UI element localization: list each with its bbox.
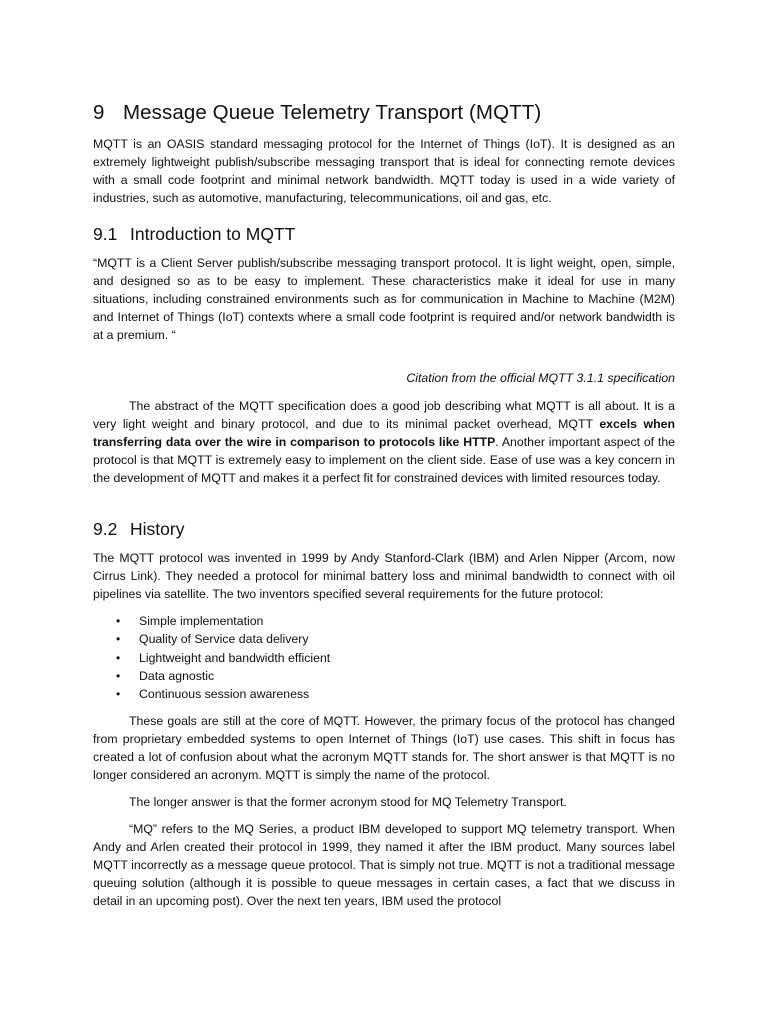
section-9-paragraph: MQTT is an OASIS standard messaging protocol for the Internet of Things (IoT). It is designed as an extremely lightweight publish/subscribe messaging transport that is ideal for connecting remote devices with a small code footprint and minimal network bandwidth. MQTT today is used in a wide variety of industries, such as automotive, manufacturing, telecommunications, oil and gas, etc. (93, 137, 675, 206)
section-9-heading (93, 101, 541, 125)
section-9-1-number: 9.1 (93, 224, 118, 244)
abstract-text-after: . Another important aspect of the protocol is that MQTT is extremely easy to implement on the client side. Ease of use was a key concern in the development of MQTT and makes it a perfect fit for constrained devices with limited resources today. (93, 435, 675, 486)
mq-paragraph: “MQ” refers to the MQ Series, a product IBM developed to support MQ telemetry transport. When Andy and Arlen created their protocol in 1999, they named it after the IBM product. Many sources label MQTT incorrectly as a message queue protocol. That is simply not true. MQTT is not a traditional message queuing solution (although it is possible to queue messages in certain cases, a fact that we discuss in detail in an upcoming post). Over the next ten years, IBM used the protocol (93, 822, 675, 909)
abstract-bold-text: excels when transferring data over the wire in comparison to protocols like HTTP (93, 417, 675, 450)
history-intro-paragraph: The MQTT protocol was invented in 1999 by Andy Stanford-Clark (IBM) and Arlen Nipper (Arcom, now Cirrus Link). They needed a protocol for minimal battery loss and minimal bandwidth to connect with oil pipelines via satellite. The two inventors specified several requirements for the future protocol: (93, 551, 675, 602)
requirements-list (93, 612, 675, 703)
list-item-text: Data agnostic (139, 668, 215, 683)
bullet-icon: • (116, 668, 121, 683)
list-item-text: Lightweight and bandwidth efficient (139, 650, 331, 665)
longer-answer-paragraph: The longer answer is that the former acronym stood for MQ Telemetry Transport. (129, 795, 567, 809)
list-item-text: Continuous session awareness (139, 687, 310, 702)
section-9-number: 9 (93, 101, 105, 124)
list-item (93, 630, 675, 648)
list-item (93, 685, 675, 703)
section-9-2-heading (93, 519, 675, 540)
section-9-1-heading (93, 224, 675, 245)
bullet-icon: • (116, 650, 121, 665)
bullet-icon: • (116, 632, 121, 647)
goals-paragraph: These goals are still at the core of MQTT. However, the primary focus of the protocol has changed from proprietary embedded systems to open Internet of Things (IoT) use cases. This shift in focus has created a lot of confusion about what the acronym MQTT stands for. The short answer is that MQTT is no longer considered an acronym. MQTT is simply the name of the protocol. (93, 714, 675, 783)
abstract-text-before: The abstract of the MQTT specification does a good job describing what MQTT is all about. It is a very light weight and binary protocol, and due to its minimal packet overhead, MQTT (93, 399, 675, 432)
section-9-title: Message Queue Telemetry Transport (MQTT) (123, 101, 542, 124)
section-9-2-number: 9.2 (93, 519, 118, 539)
section-9-1-title: Introduction to MQTT (130, 224, 296, 244)
list-item (93, 649, 675, 667)
list-item-text: Quality of Service data delivery (139, 632, 309, 647)
bullet-icon: • (116, 687, 121, 702)
list-item (93, 667, 675, 685)
section-9-2-title: History (130, 519, 185, 539)
citation-line: Citation from the official MQTT 3.1.1 specification (406, 371, 675, 385)
spec-quote-paragraph: “MQTT is a Client Server publish/subscribe messaging transport protocol. It is light weight, open, simple, and designed so as to be easy to implement. These characteristics make it ideal for use in many situations, including constrained environments such as for communication in Machine to Machine (M2M) and Internet of Things (IoT) contexts where a small code footprint is required and/or network bandwidth is at a premium. “ (93, 256, 675, 343)
bullet-icon: • (116, 614, 121, 628)
abstract-paragraph (93, 397, 675, 487)
list-item-text: Simple implementation (139, 614, 264, 628)
list-item (93, 612, 675, 630)
